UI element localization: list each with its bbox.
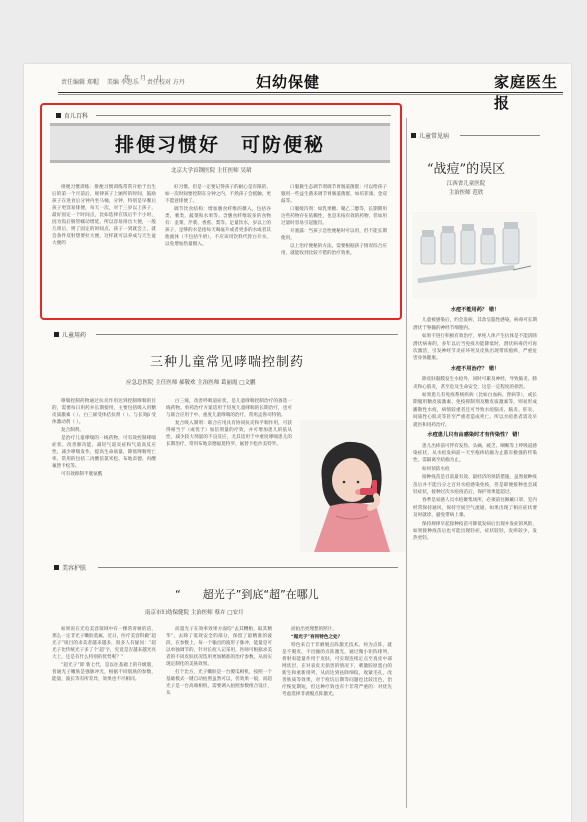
- editor-credits: [61, 77, 185, 86]
- article-headline: 排便习惯好 可防便秘: [50, 123, 390, 163]
- article-tag: [56, 111, 88, 120]
- issue-date: 年 月 日: [124, 75, 166, 82]
- paragraph: 除皮肤黏膜发生水痘外，同时可累及神经，导致脑炎、肺炎和心肌炎，甚至危及生命安全，这是一定程度的损害。: [413, 377, 537, 390]
- paragraph: 特色来自于非磨脱点阵激光技术。何为点阵，就是不脱皮、不出痂的点阵激光，通过微小矩阵排列，将射束能量作用于皮肤，可实现连续定点至真皮中部网状层，在对表皮无损害的情况下，刺激胶原蛋白的新生和重新排列，从而达到祛除细纹，收紧毛孔，改善肤质等效果，对于痘坑后期等问题也比较出色，治疗恢复期短，但这种疗效也有个非常严重的：对优先考虑选择非剥脱点阵激光。: [282, 643, 392, 697]
- editor-credit: 责任编辑 郑帽: [61, 79, 99, 86]
- article-tag: [54, 330, 86, 339]
- paragraph: 保持规律早起接种疫苗可降低发病后出现并发症的风险，如果接种疫苗后也可能出现轻症，症状较轻，皮疹较少，发热更轻。: [413, 521, 537, 542]
- subheading: 水痘不用治疗？ 错！: [450, 365, 500, 372]
- subheading: 水痘不能用药？ 错！: [450, 307, 500, 313]
- newspaper-brand: 家庭医生报: [494, 73, 559, 112]
- paragraph: 打个比方，光子嫩肤是一台傻瓜相机，按照一个基础模式一键自动拍照虽然可以，但效果一般，而超光子是一台高端相机，需要调入拍照参数组合设计，从: [166, 670, 272, 696]
- paragraph: 如果患儿有免疫系统疾病（比如白血病、肾病等），或长期服用糖皮质激素、免疫抑制剂及糖皮质激素等，则易形成播散性水痘，病情较重者还可导致水痘脑炎、脑炎、肝炎、间质性心肌炎等甚至严重者造成死亡。所以水痘患者需及早就医和用药治疗。: [413, 393, 537, 428]
- column-divider: [406, 118, 407, 808]
- paragraph: 开塞露：当孩子急性便秘时可以用，但不能长期使用。: [281, 229, 387, 241]
- paragraph: 复合制剂。: [61, 428, 84, 433]
- page-header: [24, 64, 571, 112]
- tag-rule: [96, 115, 391, 116]
- paragraph: 口服微生态调节剂调节胃肠道菌群：可以给孩子服用一些益生菌来调节胃肠道菌群，如培菲康、金双歧等。: [281, 185, 387, 204]
- article-column: [52, 398, 156, 548]
- paragraph: 以上治疗便秘的方法，需要根据孩子情况综合应用，就能收到比较不错的治疗效果。: [281, 244, 387, 256]
- article-column: [166, 626, 272, 806]
- paragraph: 复合吸入制剂：联合应用具有协同抗炎和平喘作用，可获得相当于（或优于）加倍剂量的疗效，并可增加患儿的依从性，减少较大剂量的不良反应，尤其适用于中重度哮喘患儿的长期治疗，常用布地奈德福莫特罗、氟替卡松沙美特罗。: [166, 421, 292, 447]
- article-tag: [54, 563, 86, 572]
- paragraph: 是治疗儿童哮喘的一线药物，可有效控制哮喘症状、改善肺功能、减轻气道炎症和气道高反应性、减少哮喘发作，提高生命质量，降低哮喘死亡率，常用的包括二丙酸倍氯米松、布地奈德、丙酸氟替卡松等。: [52, 436, 156, 469]
- article-tag: [411, 131, 449, 140]
- paragraph: 好习惯。但是一定要记得孩子的耐心是有限的，如一次时间要控制在分钟之内，不然孩子会抵触，更不愿意排便了。: [165, 185, 271, 204]
- article-headline: 三种儿童常见哮喘控制药: [150, 355, 305, 370]
- article-headline: “战痘”的误区: [426, 162, 506, 177]
- vaccine-vials-illustration: [413, 212, 537, 298]
- paragraph: 如果说在光电美容领域中有一棵常青树的话，那么一定非光子嫩肤莫属，近日，医疗美容科做“超光子”项目的求美者越来越多，很多人有疑问：“超光子比传统光子多了个‘超’字，究竟是否越来越光亮大上，还是有什么特别的优势呢？”: [52, 627, 156, 660]
- article-column: [165, 184, 271, 304]
- byline-line: 江西省儿童医院: [446, 181, 486, 187]
- article-column: [166, 398, 292, 548]
- article-column: [52, 184, 156, 304]
- paragraph: 儿童被感染后，约会发病，其余呈隐性感染，病毒可长期潜伏于脊髓的神经节细胞内。: [413, 318, 537, 331]
- tag-rule: [460, 135, 540, 136]
- tag-square-icon: [411, 133, 416, 138]
- paragraph: 如何预防水痘: [422, 466, 450, 472]
- paragraph: 如果不进行积极有效治疗，单纯人体产生抗体是不能清除潜伏病毒的，多年以后当免疫功能降低时，潜伏病毒仍可再次激活，引发神经节炎症坏死及皮肤出现带状疱疹，严重危害身体健康。: [413, 334, 537, 362]
- header-rule: [58, 92, 563, 93]
- paragraph: 接种疫苗是目前最有效、最经济的预防措施，虽然接种疫苗后并不能百分之百对水痘感染免疫，但是即便接种也会减轻症状，接种过次水痘疫苗后，保护效果能超过。: [413, 475, 537, 495]
- paragraph: 哮喘控制药物通过抗炎作用达到控制哮喘的目的，需要每日用药并长期使用，主要包括吸入用糖皮质激素（ ）、白三烯受体拮抗剂（ ）、与长效β 受体激动剂（ ）。: [52, 399, 156, 425]
- paragraph: 调节饮食结构：增加膳食纤维的摄入，包括谷类、薯类、蔬菜和水果等。含膳食纤维较多的食物有：韭菜、芹菜、香蕉、梨等。足量饮水，岁以上的孩子，足够的水是指每天喝毫升或者更多的水或者其他液体（不包括牛奶），不应该用饮料代替白开水，以免增加热量摄入。: [165, 207, 271, 247]
- article-column: [52, 626, 156, 806]
- article-byline: 北京大学首钢医院 主任医师 吴珺: [171, 168, 252, 174]
- paragraph: 排便习惯训练：排便习惯训练常常开始于出生后的第一个月前后，规律孩子上厕所的时间，鼓励孩子在进食后分钟内坐马桶，分钟，特别是早餐后孩子更容易排便，每天一次，对于三岁以上孩子，最好固定一个时间点，比如选择在饭后半个小时，因为饭后肠管蠕动增延，所以容易排出大便，一般几周后，则了固定的时间点，孩子一到就会上，就会条件反射想要拉大便，这样就可以养成与天生盆大便的: [52, 185, 156, 246]
- article-column: [281, 184, 387, 304]
- tag-label: 育儿百科: [64, 113, 89, 120]
- article-headline: “ 超光子”到底“超”在哪儿: [175, 588, 319, 601]
- paragraph: “超光子”即 新七代，是以往基础上的升级版，普通光子嫩肤是强脉冲光，根据不同肌肤的参数，能量，波长等有所差异，效果也不尽相同。: [52, 663, 156, 682]
- tag-square-icon: [54, 332, 59, 337]
- tag-square-icon: [54, 565, 59, 570]
- article-column: [282, 626, 392, 806]
- paragraph: 可有效抑制半胱氨酰: [61, 472, 103, 477]
- subheading: “超光子”有何特色之处？: [291, 635, 343, 640]
- paragraph: 而超光子在效率效果方面均“去其糟粕，取其精华”，去除了低效安全的部分，保留了最精准的波段，在参数上，每一个输出的波形子脉冲，能量是可以单独调节的，针对长痘人记采用，医师可根据求美者的不同皮肤状况选用更加精准的治疗参数，从而实现定制化的美肤效果。: [166, 627, 272, 667]
- tag-square-icon: [56, 113, 61, 118]
- paragraph: 春季是易感人员水痘聚集场所，必须前往佩戴口罩，室内经常保持通风，保持空间空气流通，如果出现了相应症状要及时就诊，避免带病上课。: [413, 498, 537, 519]
- article-column: [413, 304, 537, 802]
- byline-line: 主治医师 范欣: [448, 190, 484, 196]
- paragraph: 而拍出更理想的照片。: [291, 627, 337, 632]
- article-byline: 南京市妇幼保健院 主治医师 蔡卉 □安月: [145, 610, 244, 616]
- section-title: 妇幼保健: [256, 73, 321, 91]
- tag-label: 美容护肤: [62, 565, 87, 572]
- tag-label: 儿童用药: [62, 332, 87, 339]
- paragraph: 患儿出疹前可伴有发热、头痛、疲乏、咽喉等上呼吸道感染症状，从水痘发病前～天至疱疹结痂为止都有极强的传染性，需隔离至结痂为止。: [413, 443, 537, 464]
- child-inhaler-illustration: [300, 420, 406, 552]
- header-rule: [58, 94, 563, 95]
- tag-label: 儿童常见病: [419, 133, 450, 140]
- paragraph: 口服缓泻剂：如乳果糖、聚乙二醇等，长期期用这些药物存在依赖性，也是未按有效的药物，但如用过量时容易引起腹泻。: [281, 207, 387, 226]
- paragraph: 白三烯，改善呼吸道症状，是儿童哮喘控制治疗的备选一线药物。单药治疗方案适用于轻度儿童哮喘的长期治疗，也可与联合应用于中、重度儿童哮喘的治疗，常用孟鲁司特钠。: [166, 399, 292, 418]
- tag-rule: [96, 334, 398, 335]
- editor-credit: 责任校对 方丹: [146, 79, 185, 86]
- tag-rule: [98, 567, 398, 568]
- article-byline: 应急总医院 主任医师 郝敬欢 主治医师 葛丽霞 □文鹏: [126, 380, 256, 386]
- subheading: 水痘患儿只有由感染时才有传染性？ 错！: [427, 432, 523, 439]
- editor-credit: 美编 李思乐: [106, 79, 139, 86]
- article-byline: [416, 180, 516, 198]
